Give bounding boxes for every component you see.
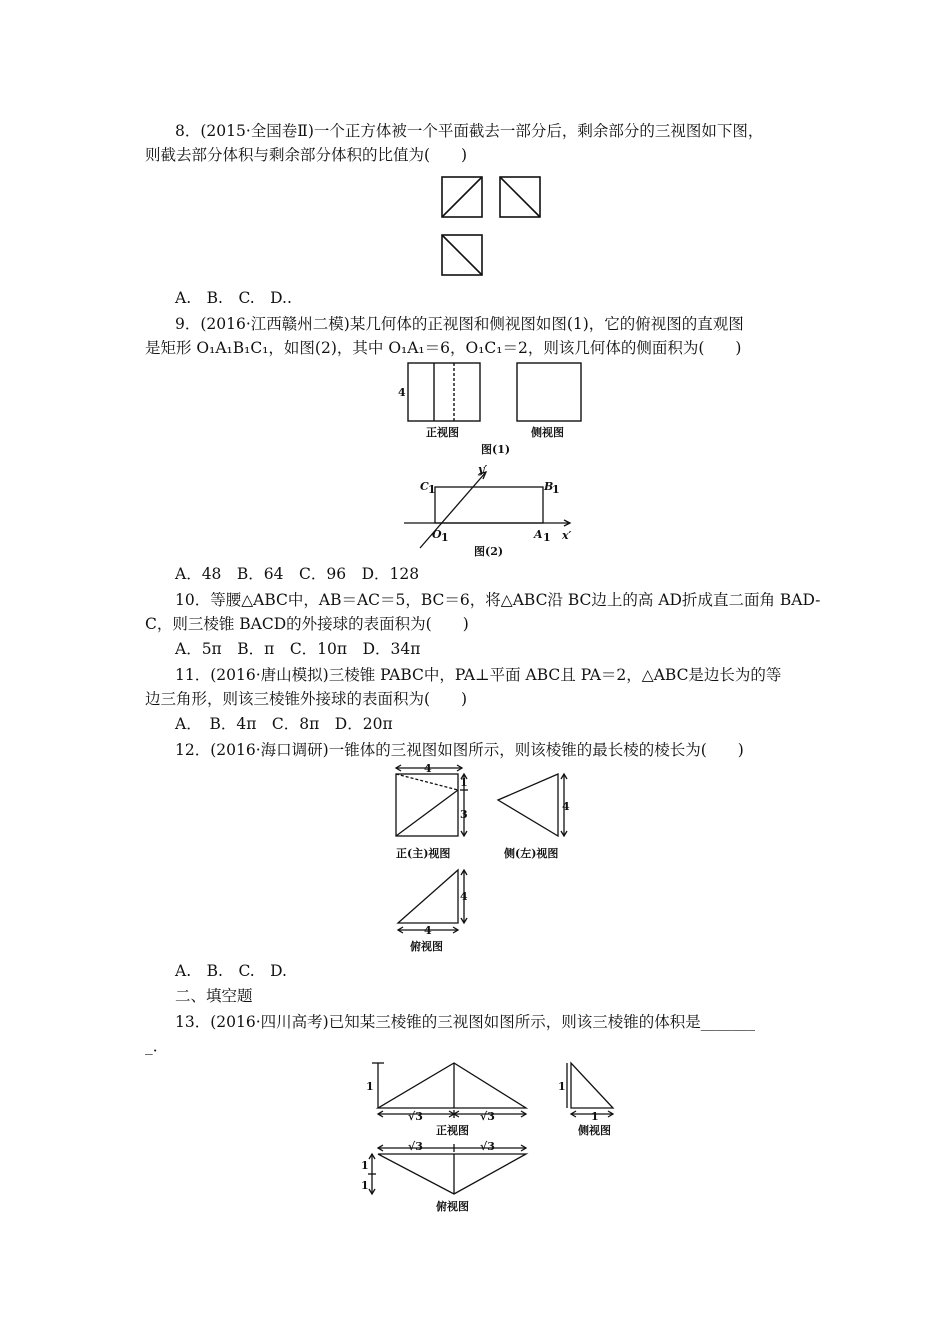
q13-side-width-label: 1: [591, 1110, 599, 1123]
q9-label-O1-sub: 1: [441, 531, 449, 544]
q9-height-label: 4: [398, 386, 406, 399]
q13-top-view: [378, 1154, 526, 1194]
q12-side-caption: 侧(左)视图: [504, 847, 559, 860]
q9-label-C1: C: [420, 480, 429, 493]
q8-three-views: [438, 173, 548, 279]
q13-top-h2-label: 1: [361, 1179, 369, 1192]
q12-front-r1-label: 1: [460, 776, 468, 789]
q12-three-views: [388, 760, 578, 960]
q8-line2: 则截去部分体积与剩余部分体积的比值为( ): [145, 146, 468, 164]
q13-top-caption: 俯视图: [436, 1200, 469, 1213]
q12-front-caption: 正(主)视图: [396, 847, 451, 860]
q9-fig2-caption: 图(2): [474, 545, 504, 558]
q13-front-caption: 正视图: [436, 1124, 469, 1137]
q13-front-height-label: 1: [366, 1080, 374, 1093]
q12-front-width-label: 4: [424, 762, 432, 775]
q9-line2: 是矩形 O₁A₁B₁C₁，如图(2)，其中 O₁A₁＝6，O₁C₁＝2，则该几何体的侧面积为( ): [145, 339, 742, 357]
q13-side-view: [571, 1063, 613, 1108]
q12-top-height-label: 4: [460, 890, 468, 903]
q9-side-view: [517, 363, 581, 421]
q12-front-view: [396, 774, 458, 836]
q9-rectangle: [435, 487, 543, 523]
section-heading-fill-in: 二、填空题: [175, 987, 253, 1005]
q10-line2: C，则三棱锥 BACD的外接球的表面积为( ): [145, 615, 469, 633]
q13-line2: _．: [145, 1037, 169, 1055]
q13-front-w1-label: √3: [408, 1110, 423, 1123]
q12-top-view: [398, 870, 458, 923]
q13-top-w1-label: √3: [408, 1140, 423, 1153]
q13-line1: 13．(2016·四川高考)已知某三棱锥的三视图如图所示，则该三棱锥的体积是_______: [175, 1013, 755, 1031]
q13-three-views: [358, 1058, 628, 1218]
q13-front-view: [378, 1063, 526, 1108]
q10-options: A．5π B．π C．10π D．34π: [175, 640, 421, 658]
q9-front-caption: 正视图: [426, 426, 459, 439]
q9-figure-2: [400, 462, 585, 560]
q12-top-width-label: 4: [424, 924, 432, 937]
q11-options: A． B．4π C．8π D．20π: [175, 715, 393, 733]
q9-label-B1: B: [544, 480, 554, 493]
q12-top-caption: 俯视图: [410, 940, 443, 953]
q9-x-axis-label: x′: [562, 529, 572, 542]
q9-options: A．48 B．64 C．96 D．128: [175, 565, 420, 583]
q12-side-height-label: 4: [562, 800, 570, 813]
q11-line2: 边三角形，则该三棱锥外接球的表面积为( ): [145, 690, 468, 708]
q9-front-view: [408, 363, 480, 421]
q13-side-height-label: 1: [558, 1080, 566, 1093]
q9-label-B1-sub: 1: [552, 483, 560, 496]
q13-side-caption: 侧视图: [578, 1124, 611, 1137]
q12-front-r2-label: 3: [460, 808, 468, 821]
q9-label-A1-sub: 1: [543, 531, 551, 544]
q8-options: A. B. C. D..: [175, 289, 292, 307]
q9-label-C1-sub: 1: [428, 483, 436, 496]
q9-figure-1: [395, 358, 595, 458]
q8-line1: 8．(2015·全国卷Ⅱ)一个正方体被一个平面截去一部分后，剩余部分的三视图如下图，: [175, 122, 764, 140]
q9-side-caption: 侧视图: [531, 426, 564, 439]
q9-y-axis-label: y′: [478, 463, 488, 476]
q13-top-w2-label: √3: [480, 1140, 495, 1153]
q12-options: A. B. C. D.: [175, 962, 287, 980]
q10-line1: 10．等腰△ABC中，AB＝AC＝5，BC＝6，将△ABC沿 BC边上的高 AD折成直二面角 BAD-: [175, 591, 821, 609]
q9-line1: 9．(2016·江西赣州二模)某几何体的正视图和侧视图如图(1)，它的俯视图的直观图: [175, 315, 744, 333]
q13-front-w2-label: √3: [480, 1110, 495, 1123]
q9-label-O1: O: [432, 528, 442, 541]
q13-top-h1-label: 1: [361, 1159, 369, 1172]
q9-fig1-caption: 图(1): [481, 443, 511, 456]
q9-label-A1: A: [534, 528, 543, 541]
q11-line1: 11．(2016·唐山模拟)三棱锥 PABC中，PA⊥平面 ABC且 PA＝2，△ABC是边长为的等: [175, 666, 782, 684]
q12-side-view: [498, 774, 558, 836]
q12-line1: 12．(2016·海口调研)一锥体的三视图如图所示，则该棱锥的最长棱的棱长为( ): [175, 741, 744, 759]
